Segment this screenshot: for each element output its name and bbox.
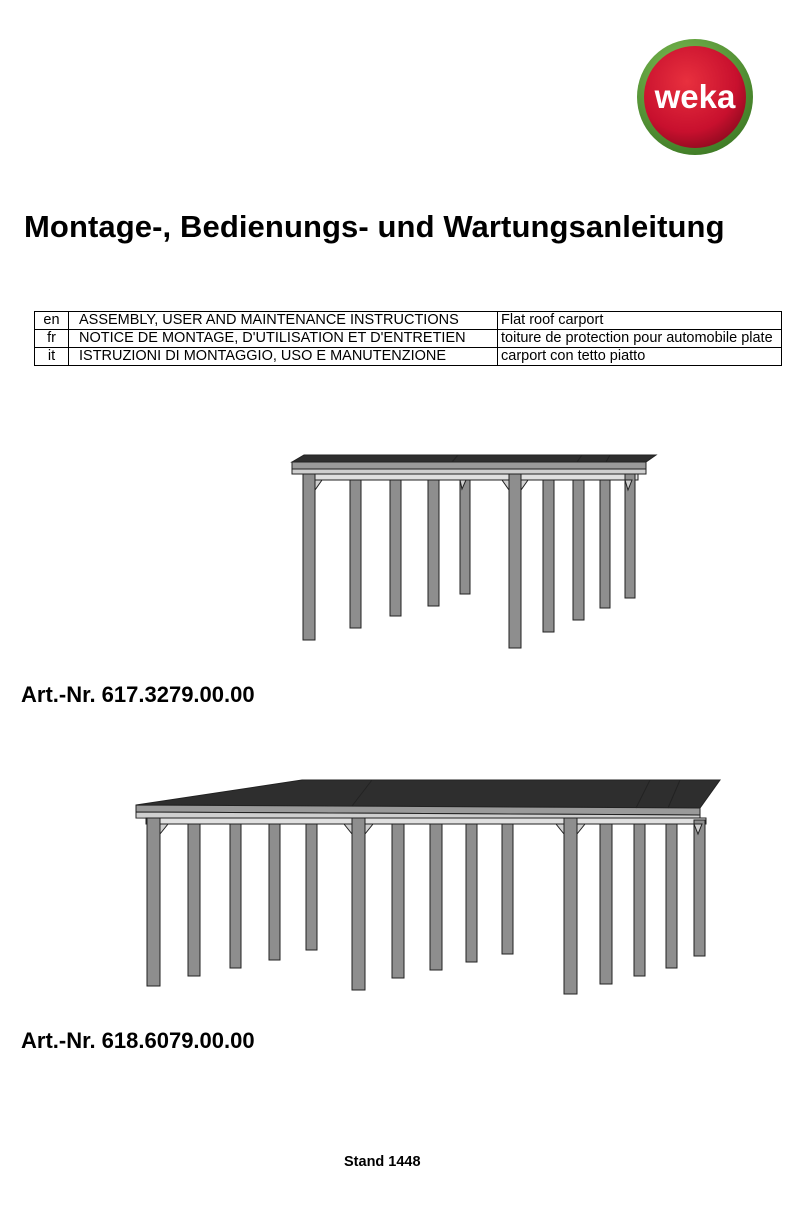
language-product: toiture de protection pour automobile plate bbox=[498, 330, 782, 348]
language-description: ASSEMBLY, USER AND MAINTENANCE INSTRUCTIONS bbox=[69, 312, 498, 330]
language-product: carport con tetto piatto bbox=[498, 348, 782, 366]
language-description: ISTRUZIONI DI MONTAGGIO, USO E MANUTENZIONE bbox=[69, 348, 498, 366]
language-code: fr bbox=[35, 330, 69, 348]
language-product: Flat roof carport bbox=[498, 312, 782, 330]
language-code: it bbox=[35, 348, 69, 366]
language-description: NOTICE DE MONTAGE, D'UTILISATION ET D'ENTRETIEN bbox=[69, 330, 498, 348]
article-number-1: Art.-Nr. 617.3279.00.00 bbox=[21, 682, 255, 707]
language-code: en bbox=[35, 312, 69, 330]
stand-version: Stand 1448 bbox=[344, 1154, 421, 1170]
page-title: Montage-, Bedienungs- und Wartungsanleitung bbox=[24, 209, 725, 244]
article-number-2: Art.-Nr. 618.6079.00.00 bbox=[21, 1028, 255, 1053]
logo-text: weka bbox=[654, 78, 736, 115]
